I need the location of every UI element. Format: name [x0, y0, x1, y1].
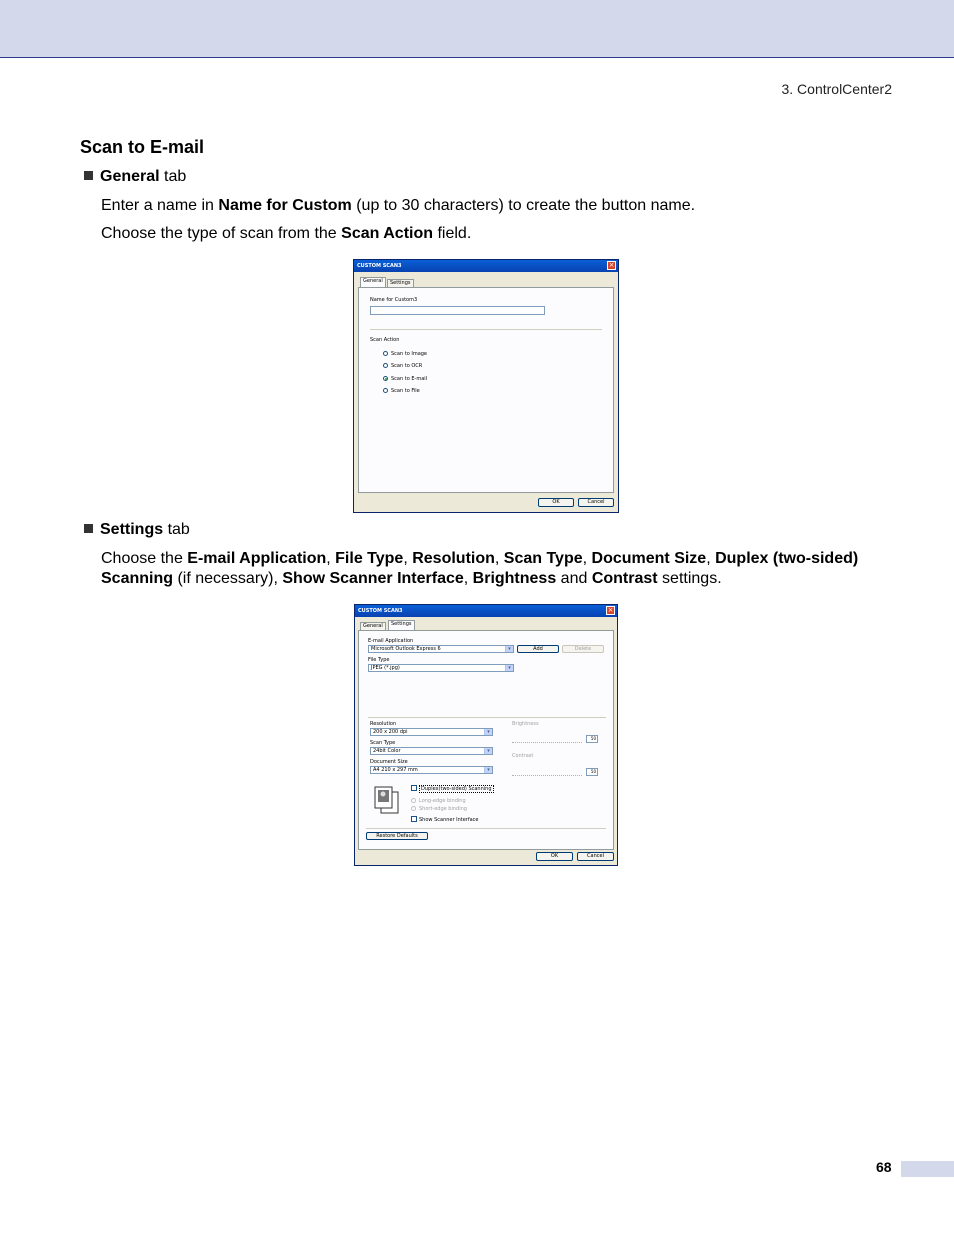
bullet-square-icon: [84, 524, 93, 533]
document-size-select[interactable]: A4 210 x 297 mm ▾: [370, 766, 493, 774]
general-paragraph-1: Enter a name in Name for Custom (up to 30 characters) to create the button name.: [101, 197, 696, 214]
name-input[interactable]: [370, 306, 545, 315]
option-label: Scan to File: [391, 388, 420, 394]
long-edge-label: Long-edge binding: [419, 798, 466, 804]
option-label: Scan to Image: [391, 351, 428, 357]
file-type-select[interactable]: JPEG (*.jpg) ▾: [368, 664, 514, 672]
dialog-titlebar: CUSTOM SCAN3 ×: [354, 260, 618, 272]
general-paragraph-2: Choose the type of scan from the Scan Action field.: [101, 225, 472, 242]
radio-scan-to-ocr[interactable]: [383, 363, 388, 368]
radio-scan-to-file[interactable]: [383, 388, 388, 393]
file-type-label: File Type: [368, 657, 390, 663]
name-label: Name for Custom3: [370, 297, 418, 303]
header-band: [0, 0, 954, 58]
tab-panel: [358, 630, 614, 850]
divider: [366, 828, 606, 829]
close-icon[interactable]: ×: [607, 606, 614, 614]
tab-general[interactable]: General: [360, 622, 386, 630]
custom-scan-dialog-settings: [354, 604, 618, 866]
email-app-select[interactable]: Microsoft Outlook Express 6 ▾: [368, 645, 514, 653]
brightness-label: Brightness: [512, 721, 539, 727]
chapter-label: 3. ControlCenter2: [781, 81, 892, 97]
tab-settings[interactable]: Settings: [387, 279, 414, 287]
chevron-down-icon: ▾: [505, 646, 513, 652]
option-label: Scan to E-mail: [391, 376, 428, 382]
option-label: Scan to OCR: [391, 363, 423, 369]
chevron-down-icon: ▾: [484, 748, 492, 754]
restore-defaults-button[interactable]: Restore Defaults: [366, 832, 428, 840]
chevron-down-icon: ▾: [484, 767, 492, 773]
radio-scan-to-image[interactable]: [383, 351, 388, 356]
add-button[interactable]: Add: [517, 645, 559, 653]
duplex-label: Duplex(two-sided) Scanning: [421, 786, 492, 792]
tab-panel: [358, 287, 614, 493]
duplex-document-icon: [374, 786, 400, 814]
ok-button[interactable]: OK: [536, 852, 573, 861]
close-icon[interactable]: ×: [608, 261, 615, 269]
bullet-general: General tab: [84, 168, 186, 186]
custom-scan-dialog-general: [353, 259, 619, 513]
document-size-label: Document Size: [370, 759, 408, 765]
section-title: Scan to E-mail: [80, 137, 205, 157]
chevron-down-icon: ▾: [484, 729, 492, 735]
cancel-button[interactable]: Cancel: [578, 498, 614, 507]
email-app-label: E-mail Application: [368, 638, 414, 644]
tab-settings[interactable]: Settings: [388, 620, 415, 630]
short-edge-label: Short-edge binding: [419, 806, 467, 812]
bullet-settings: Settings tab: [84, 521, 190, 539]
radio-long-edge[interactable]: [411, 798, 416, 803]
ok-button[interactable]: OK: [538, 498, 574, 507]
scan-type-label: Scan Type: [370, 740, 396, 746]
chevron-down-icon: ▾: [505, 665, 513, 671]
bullet-square-icon: [84, 171, 93, 180]
radio-short-edge[interactable]: [411, 806, 416, 811]
cancel-button[interactable]: Cancel: [577, 852, 614, 861]
contrast-value[interactable]: 50: [586, 768, 598, 776]
brightness-slider[interactable]: [512, 736, 582, 743]
scan-type-select[interactable]: 24bit Color ▾: [370, 747, 493, 755]
page-number: 68: [876, 1159, 892, 1175]
contrast-label: Contrast: [512, 753, 534, 759]
show-scanner-label: Show Scanner Interface: [419, 817, 479, 823]
duplex-checkbox[interactable]: [411, 785, 417, 791]
delete-button[interactable]: Delete: [562, 645, 604, 653]
brightness-value[interactable]: 50: [586, 735, 598, 743]
scan-action-label: Scan Action: [370, 337, 400, 343]
tab-general[interactable]: General: [360, 277, 386, 287]
resolution-label: Resolution: [370, 721, 397, 727]
footer-band: [901, 1161, 954, 1177]
radio-scan-to-email[interactable]: [383, 376, 388, 381]
contrast-slider[interactable]: [512, 769, 582, 776]
divider: [368, 717, 606, 718]
resolution-select[interactable]: 200 x 200 dpi ▾: [370, 728, 493, 736]
settings-paragraph: Choose the E-mail Application, File Type, Resolution, Scan Type, Document Size, Duplex (two-sided) Scanning (if necessary), Show Scanner Interface, Brightness and Contrast settings.: [101, 550, 859, 587]
show-scanner-checkbox[interactable]: [411, 816, 417, 822]
divider: [370, 329, 602, 330]
dialog-titlebar: CUSTOM SCAN3 ×: [355, 605, 617, 617]
